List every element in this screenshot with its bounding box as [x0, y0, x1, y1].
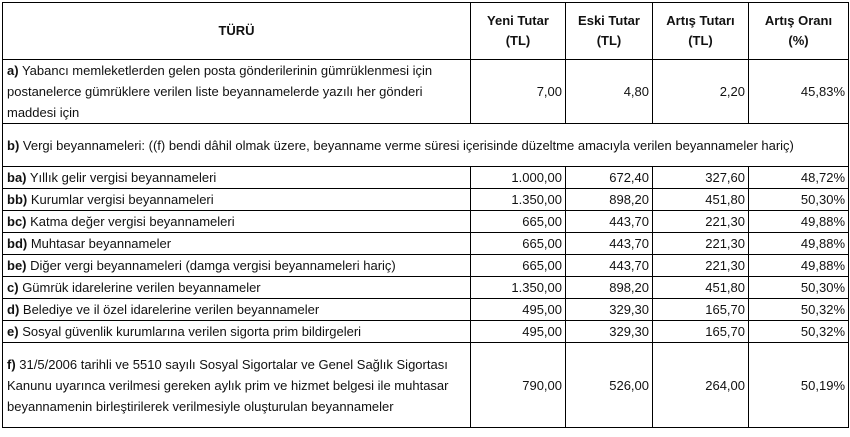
old-amount-cell: 443,70 — [566, 255, 653, 277]
new-amount-cell: 665,00 — [471, 255, 566, 277]
new-amount-cell: 7,00 — [471, 60, 566, 124]
row-description: bc) Katma değer vergisi beyannameleri — [3, 211, 471, 233]
new-amount-cell: 1.000,00 — [471, 167, 566, 189]
increase-amount-cell: 221,30 — [653, 255, 749, 277]
new-amount-cell: 790,00 — [471, 343, 566, 428]
header-increase-amount: Artış Tutarı (TL) — [653, 3, 749, 60]
increase-rate-cell: 45,83% — [749, 60, 849, 124]
increase-amount-cell: 165,70 — [653, 299, 749, 321]
row-description: c) Gümrük idarelerine verilen beyannameler — [3, 277, 471, 299]
row-description: b) Vergi beyannameleri: ((f) bendi dâhil olmak üzere, beyanname verme süresi içerisinde düzeltme amacıyla verilen beyannameler hariç) — [3, 124, 849, 167]
old-amount-cell: 443,70 — [566, 233, 653, 255]
new-amount-cell: 1.350,00 — [471, 189, 566, 211]
table-row — [3, 255, 849, 277]
increase-rate-cell: 49,88% — [749, 233, 849, 255]
old-amount-cell: 898,20 — [566, 277, 653, 299]
increase-amount-cell: 264,00 — [653, 343, 749, 428]
header-type: TÜRÜ — [3, 3, 471, 60]
increase-rate-cell: 50,19% — [749, 343, 849, 428]
table-row — [3, 233, 849, 255]
row-description: be) Diğer vergi beyannameleri (damga vergisi beyannameleri hariç) — [3, 255, 471, 277]
table-row — [3, 277, 849, 299]
old-amount-cell: 898,20 — [566, 189, 653, 211]
increase-rate-cell: 50,30% — [749, 277, 849, 299]
increase-rate-cell: 49,88% — [749, 255, 849, 277]
new-amount-cell: 495,00 — [471, 321, 566, 343]
old-amount-cell: 4,80 — [566, 60, 653, 124]
old-amount-cell: 443,70 — [566, 211, 653, 233]
old-amount-cell: 329,30 — [566, 321, 653, 343]
increase-amount-cell: 2,20 — [653, 60, 749, 124]
table-row — [3, 211, 849, 233]
increase-rate-cell: 50,32% — [749, 299, 849, 321]
row-description: f) 31/5/2006 tarihli ve 5510 sayılı Sosyal Sigortalar ve Genel Sağlık Sigortası Kanunu uyarınca verilmesi gereken aylık prim ve hizmet belgesi ile muhtasar beyannamenin birleştirilerek verilmesiyle oluşturulan beyannameler — [3, 343, 471, 428]
header-row — [3, 3, 849, 60]
row-description: e) Sosyal güvenlik kurumlarına verilen sigorta prim bildirgeleri — [3, 321, 471, 343]
new-amount-cell: 665,00 — [471, 233, 566, 255]
increase-rate-cell: 50,30% — [749, 189, 849, 211]
increase-rate-cell: 50,32% — [749, 321, 849, 343]
table-row — [3, 124, 849, 167]
increase-amount-cell: 165,70 — [653, 321, 749, 343]
table-row — [3, 299, 849, 321]
new-amount-cell: 665,00 — [471, 211, 566, 233]
increase-rate-cell: 48,72% — [749, 167, 849, 189]
row-description: bd) Muhtasar beyannameler — [3, 233, 471, 255]
row-description: a) Yabancı memleketlerden gelen posta gönderilerinin gümrüklenmesi için postanelerce gümrüklere verilen liste beyannamelerde yazılı her gönderi maddesi için — [3, 60, 471, 124]
new-amount-cell: 495,00 — [471, 299, 566, 321]
row-description: ba) Yıllık gelir vergisi beyannameleri — [3, 167, 471, 189]
header-new-amount: Yeni Tutar (TL) — [471, 3, 566, 60]
table-row — [3, 167, 849, 189]
table-row — [3, 60, 849, 124]
header-old-amount: Eski Tutar (TL) — [566, 3, 653, 60]
table-row — [3, 189, 849, 211]
row-description: d) Belediye ve il özel idarelerine verilen beyannameler — [3, 299, 471, 321]
increase-amount-cell: 451,80 — [653, 277, 749, 299]
old-amount-cell: 672,40 — [566, 167, 653, 189]
table-row — [3, 343, 849, 428]
old-amount-cell: 526,00 — [566, 343, 653, 428]
row-description: bb) Kurumlar vergisi beyannameleri — [3, 189, 471, 211]
increase-amount-cell: 221,30 — [653, 233, 749, 255]
increase-amount-cell: 221,30 — [653, 211, 749, 233]
table-row — [3, 321, 849, 343]
increase-rate-cell: 49,88% — [749, 211, 849, 233]
increase-amount-cell: 327,60 — [653, 167, 749, 189]
fee-table — [2, 2, 849, 428]
old-amount-cell: 329,30 — [566, 299, 653, 321]
increase-amount-cell: 451,80 — [653, 189, 749, 211]
new-amount-cell: 1.350,00 — [471, 277, 566, 299]
header-increase-rate: Artış Oranı (%) — [749, 3, 849, 60]
